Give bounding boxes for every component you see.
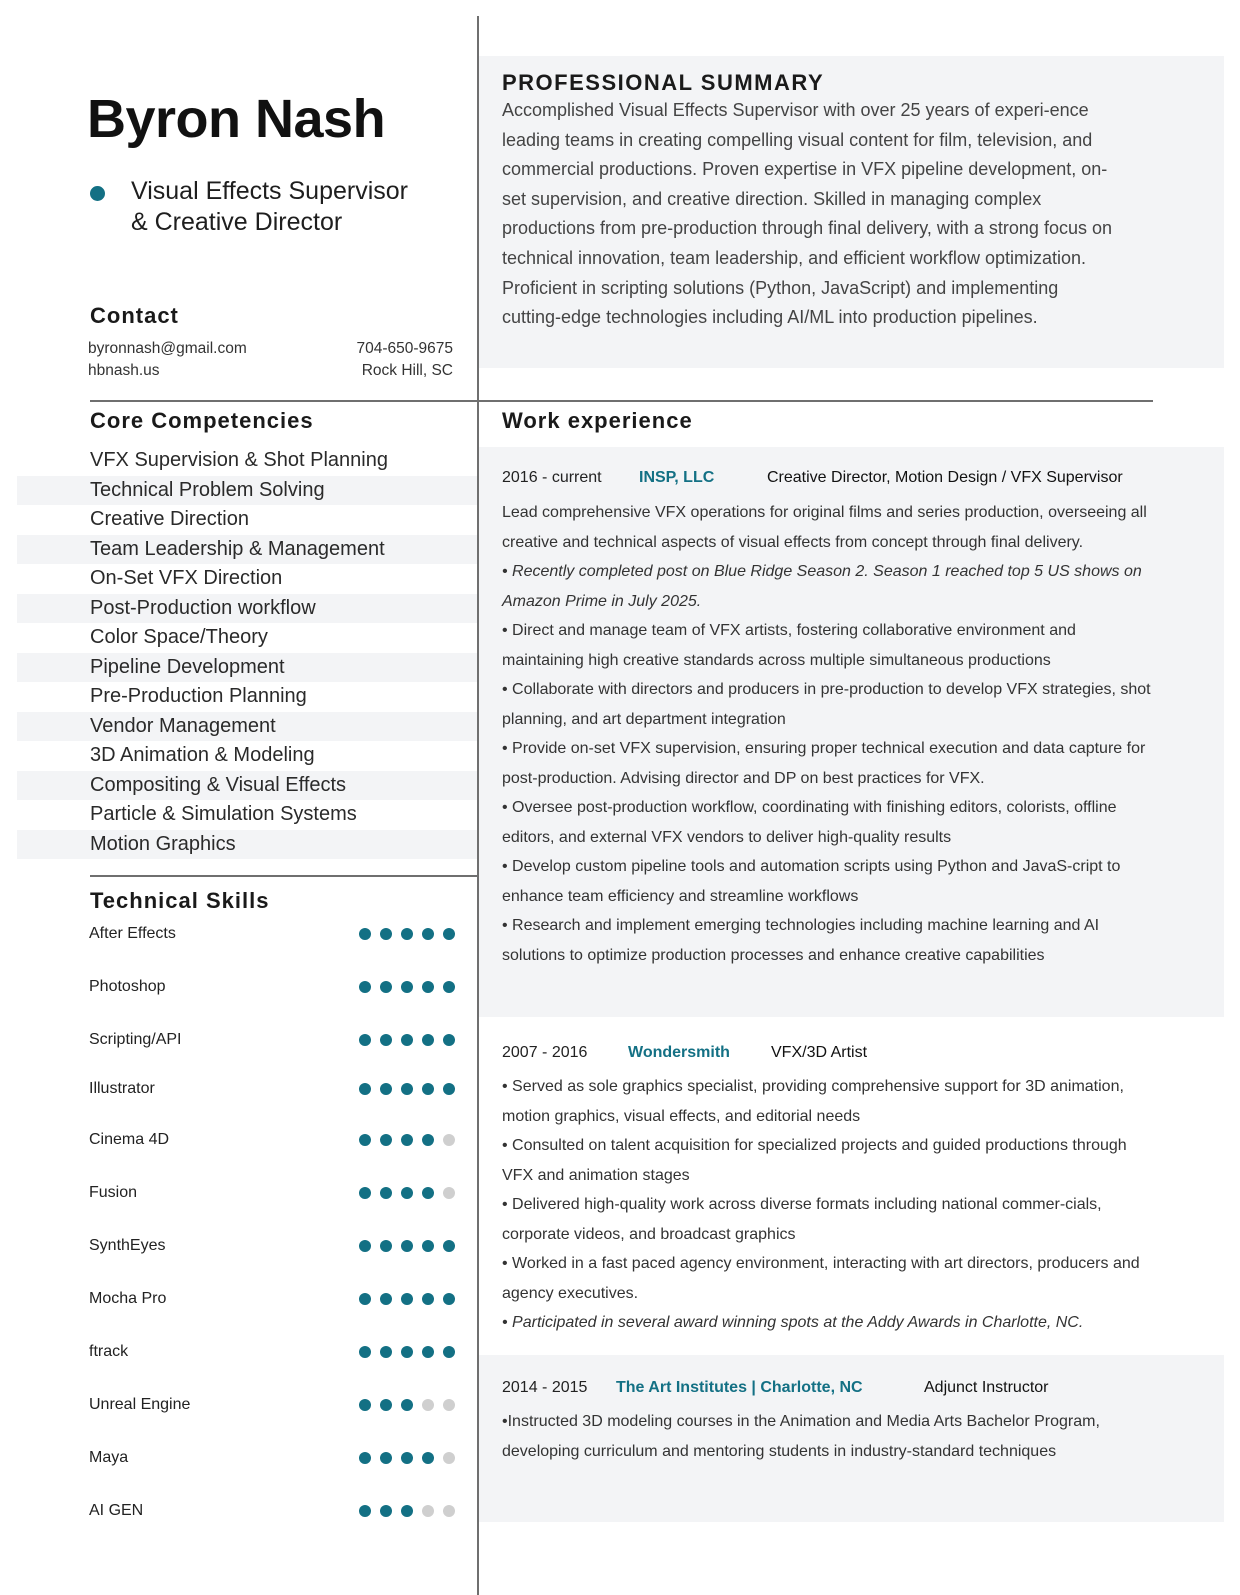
competency-item: Compositing & Visual Effects bbox=[17, 771, 477, 801]
rating-dot-filled-icon bbox=[401, 1346, 413, 1358]
rating-dot-filled-icon bbox=[422, 1452, 434, 1464]
rating-dot-filled-icon bbox=[401, 1452, 413, 1464]
rating-dot-filled-icon bbox=[380, 1293, 392, 1305]
competency-item: 3D Animation & Modeling bbox=[90, 744, 315, 766]
skill-rating bbox=[359, 1452, 455, 1464]
rating-dot-filled-icon bbox=[401, 1293, 413, 1305]
skill-name: Maya bbox=[89, 1449, 129, 1466]
skill-row bbox=[89, 1289, 455, 1309]
job-bullet: • Research and implement emerging technologies including machine learning and AI solutions to optimize production processes and enhance creative capabilities bbox=[502, 917, 1100, 964]
rating-dot-filled-icon bbox=[401, 928, 413, 940]
job-bullet: • Develop custom pipeline tools and automation scripts using Python and JavaS-cript to enhance team efficiency and streamline workflows bbox=[502, 858, 1121, 905]
rating-dot-filled-icon bbox=[380, 1505, 392, 1517]
competency-item: Particle & Simulation Systems bbox=[90, 803, 357, 825]
rating-dot-filled-icon bbox=[359, 1034, 371, 1046]
skill-rating bbox=[359, 1134, 455, 1146]
rating-dot-filled-icon bbox=[359, 1240, 371, 1252]
contact-website[interactable]: hbnash.us bbox=[88, 362, 160, 379]
job-role: Adjunct Instructor bbox=[924, 1379, 1049, 1396]
job-header bbox=[502, 1379, 1049, 1397]
competency-item: VFX Supervision & Shot Planning bbox=[90, 449, 388, 471]
rating-dot-filled-icon bbox=[359, 928, 371, 940]
job-bullet: • Oversee post-production workflow, coordinating with finishing editors, colorists, offline editors, and external VFX vendors to deliver high-quality results bbox=[502, 799, 1117, 846]
rating-dot-filled-icon bbox=[359, 1452, 371, 1464]
skill-row bbox=[89, 924, 455, 944]
contact-phone[interactable]: 704-650-9675 bbox=[356, 340, 453, 357]
job-title-line-1: Visual Effects Supervisor bbox=[131, 177, 408, 205]
skill-name: Fusion bbox=[89, 1184, 138, 1201]
rating-dot-filled-icon bbox=[401, 1505, 413, 1517]
competency-item: Team Leadership & Management bbox=[17, 535, 477, 565]
contact-email[interactable]: byronnash@gmail.com bbox=[88, 340, 247, 357]
rating-dot-filled-icon bbox=[422, 1346, 434, 1358]
job-bullet: Lead comprehensive VFX operations for original films and series production, overseeing all creative and technical aspects of visual effects from concept through final delivery. bbox=[502, 504, 1147, 551]
rating-dot-filled-icon bbox=[359, 1346, 371, 1358]
skill-name: ftrack bbox=[89, 1343, 129, 1360]
rating-dot-filled-icon bbox=[380, 1134, 392, 1146]
skill-rating bbox=[359, 1346, 455, 1358]
job-title bbox=[131, 176, 408, 238]
contact-row-2 bbox=[88, 362, 453, 380]
rating-dot-filled-icon bbox=[401, 1134, 413, 1146]
job-bullet: • Participated in several award winning spots at the Addy Awards in Charlotte, NC. bbox=[502, 1314, 1084, 1331]
skill-row bbox=[89, 1395, 455, 1415]
rating-dot-filled-icon bbox=[443, 928, 455, 940]
job-bullet: • Delivered high-quality work across diverse formats including national commer-cials, corporate videos, and broadcast graphics bbox=[502, 1196, 1102, 1243]
rating-dot-filled-icon bbox=[359, 1293, 371, 1305]
skills-heading: Technical Skills bbox=[90, 888, 270, 913]
competencies-list bbox=[17, 446, 477, 859]
divider-right bbox=[479, 400, 1153, 402]
rating-dot-filled-icon bbox=[422, 1293, 434, 1305]
rating-dot-filled-icon bbox=[401, 981, 413, 993]
skill-row bbox=[89, 1501, 455, 1521]
summary-text: Accomplished Visual Effects Supervisor with over 25 years of experi-ence leading teams in creating compelling visual content for film, television, and commercial productions. Proven expertise in VFX pipeline development, on-set supervision, and creative direction. Skilled in managing complex productions from pre-production through final delivery, with a strong focus on technical innovation, team leadership, and efficient workflow optimization. Proficient in scripting solutions (Python, JavaScript) and implementing cutting-edge technologies including AI/ML into production pipelines. bbox=[502, 100, 1112, 328]
skill-name: Mocha Pro bbox=[89, 1290, 167, 1307]
job-company: The Art Institutes | Charlotte, NC bbox=[616, 1379, 863, 1396]
skill-row bbox=[89, 1079, 455, 1099]
skill-row bbox=[89, 1030, 455, 1050]
work-heading: Work experience bbox=[502, 408, 693, 433]
job-bullet: • Provide on-set VFX supervision, ensuring proper technical execution and data capture for post-production. Advising director and DP on best practices for VFX. bbox=[502, 740, 1146, 787]
rating-dot-filled-icon bbox=[380, 1187, 392, 1199]
rating-dot-filled-icon bbox=[401, 1187, 413, 1199]
rating-dot-filled-icon bbox=[422, 1187, 434, 1199]
competency-item: Motion Graphics bbox=[17, 830, 477, 860]
job-title-line-2: & Creative Director bbox=[131, 208, 343, 236]
rating-dot-filled-icon bbox=[422, 1240, 434, 1252]
skill-name: Scripting/API bbox=[89, 1031, 182, 1048]
skill-name: SynthEyes bbox=[89, 1237, 166, 1254]
candidate-name: Byron Nash bbox=[87, 89, 386, 149]
competency-item: On-Set VFX Direction bbox=[90, 567, 283, 589]
skill-name: Unreal Engine bbox=[89, 1396, 191, 1413]
rating-dot-filled-icon bbox=[401, 1399, 413, 1411]
rating-dot-filled-icon bbox=[443, 1240, 455, 1252]
rating-dot-filled-icon bbox=[380, 1346, 392, 1358]
skill-row bbox=[89, 1130, 455, 1150]
rating-dot-filled-icon bbox=[380, 1240, 392, 1252]
job-description bbox=[502, 498, 1152, 970]
skill-rating bbox=[359, 1187, 455, 1199]
skill-row bbox=[89, 1183, 455, 1203]
rating-dot-filled-icon bbox=[359, 1134, 371, 1146]
skill-rating bbox=[359, 928, 455, 940]
job-bullet: • Recently completed post on Blue Ridge Season 2. Season 1 reached top 5 US shows on Amazon Prime in July 2025. bbox=[502, 563, 1142, 610]
competencies-heading: Core Competencies bbox=[90, 408, 314, 433]
rating-dot-filled-icon bbox=[443, 1034, 455, 1046]
rating-dot-empty-icon bbox=[443, 1505, 455, 1517]
rating-dot-filled-icon bbox=[359, 1187, 371, 1199]
contact-location: Rock Hill, SC bbox=[361, 362, 453, 379]
rating-dot-filled-icon bbox=[401, 1083, 413, 1095]
divider-left-competencies bbox=[90, 875, 477, 877]
rating-dot-filled-icon bbox=[380, 928, 392, 940]
rating-dot-empty-icon bbox=[422, 1399, 434, 1411]
skill-rating bbox=[359, 1034, 455, 1046]
skill-name: Illustrator bbox=[89, 1080, 155, 1097]
job-description bbox=[502, 1072, 1152, 1338]
competency-item: Technical Problem Solving bbox=[17, 476, 477, 506]
competency-item: Color Space/Theory bbox=[90, 626, 268, 648]
skill-rating bbox=[359, 1293, 455, 1305]
competency-item: Pre-Production Planning bbox=[90, 685, 307, 707]
skill-row bbox=[89, 1236, 455, 1256]
rating-dot-empty-icon bbox=[443, 1399, 455, 1411]
competency-item: Creative Direction bbox=[90, 508, 249, 530]
job-role: VFX/3D Artist bbox=[771, 1044, 868, 1061]
rating-dot-filled-icon bbox=[443, 1083, 455, 1095]
contact-row-1 bbox=[88, 340, 453, 358]
rating-dot-filled-icon bbox=[359, 1505, 371, 1517]
rating-dot-filled-icon bbox=[422, 981, 434, 993]
rating-dot-filled-icon bbox=[422, 928, 434, 940]
job-bullet: • Consulted on talent acquisition for specialized projects and guided productions through VFX and animation stages bbox=[502, 1137, 1127, 1184]
skill-name: Photoshop bbox=[89, 978, 166, 995]
rating-dot-filled-icon bbox=[443, 1293, 455, 1305]
rating-dot-filled-icon bbox=[380, 981, 392, 993]
summary-heading: PROFESSIONAL SUMMARY bbox=[502, 70, 825, 95]
competency-item: Pipeline Development bbox=[17, 653, 477, 683]
skill-rating bbox=[359, 1083, 455, 1095]
skill-rating bbox=[359, 1240, 455, 1252]
rating-dot-filled-icon bbox=[380, 1034, 392, 1046]
job-bullet: • Direct and manage team of VFX artists, fostering collaborative environment and maintaining high creative standards across multiple simultaneous productions bbox=[502, 622, 1076, 669]
job-description bbox=[502, 1407, 1152, 1466]
skill-row bbox=[89, 977, 455, 997]
rating-dot-filled-icon bbox=[422, 1034, 434, 1046]
job-header bbox=[502, 1044, 867, 1062]
rating-dot-filled-icon bbox=[380, 1399, 392, 1411]
competency-item: Post-Production workflow bbox=[17, 594, 477, 624]
rating-dot-filled-icon bbox=[359, 1083, 371, 1095]
job-bullet: • Served as sole graphics specialist, providing comprehensive support for 3D animation, motion graphics, visual effects, and editorial needs bbox=[502, 1078, 1124, 1125]
job-bullet: • Collaborate with directors and producers in pre-production to develop VFX strategies, shot planning, and art department integration bbox=[502, 681, 1151, 728]
rating-dot-empty-icon bbox=[443, 1452, 455, 1464]
rating-dot-filled-icon bbox=[380, 1083, 392, 1095]
rating-dot-filled-icon bbox=[401, 1240, 413, 1252]
job-header bbox=[502, 469, 1123, 487]
skill-name: Cinema 4D bbox=[89, 1131, 170, 1148]
rating-dot-filled-icon bbox=[359, 1399, 371, 1411]
job-dates: 2016 - current bbox=[502, 469, 602, 486]
rating-dot-filled-icon bbox=[422, 1083, 434, 1095]
job-dates: 2007 - 2016 bbox=[502, 1044, 588, 1061]
job-role: Creative Director, Motion Design / VFX Supervisor bbox=[767, 469, 1123, 486]
rating-dot-empty-icon bbox=[443, 1134, 455, 1146]
skill-rating bbox=[359, 1505, 455, 1517]
rating-dot-filled-icon bbox=[443, 1346, 455, 1358]
divider-left-contact bbox=[90, 400, 477, 402]
rating-dot-filled-icon bbox=[380, 1452, 392, 1464]
skill-row bbox=[89, 1448, 455, 1468]
skill-rating bbox=[359, 1399, 455, 1411]
title-bullet-icon bbox=[90, 186, 105, 201]
rating-dot-empty-icon bbox=[443, 1187, 455, 1199]
rating-dot-filled-icon bbox=[401, 1034, 413, 1046]
rating-dot-filled-icon bbox=[422, 1134, 434, 1146]
job-bullet: • Worked in a fast paced agency environment, interacting with art directors, producers and agency executives. bbox=[502, 1255, 1140, 1302]
skill-name: AI GEN bbox=[89, 1502, 144, 1519]
rating-dot-filled-icon bbox=[359, 981, 371, 993]
job-dates: 2014 - 2015 bbox=[502, 1379, 588, 1396]
skill-row bbox=[89, 1342, 455, 1362]
competency-item: Vendor Management bbox=[17, 712, 477, 742]
job-bullet: •Instructed 3D modeling courses in the Animation and Media Arts Bachelor Program, developing curriculum and mentoring students in industry-standard techniques bbox=[502, 1413, 1100, 1460]
skill-name: After Effects bbox=[89, 925, 176, 942]
contact-heading: Contact bbox=[90, 303, 179, 328]
rating-dot-filled-icon bbox=[443, 981, 455, 993]
job-company: Wondersmith bbox=[628, 1044, 730, 1061]
rating-dot-empty-icon bbox=[422, 1505, 434, 1517]
skill-rating bbox=[359, 981, 455, 993]
job-company: INSP, LLC bbox=[639, 469, 715, 486]
